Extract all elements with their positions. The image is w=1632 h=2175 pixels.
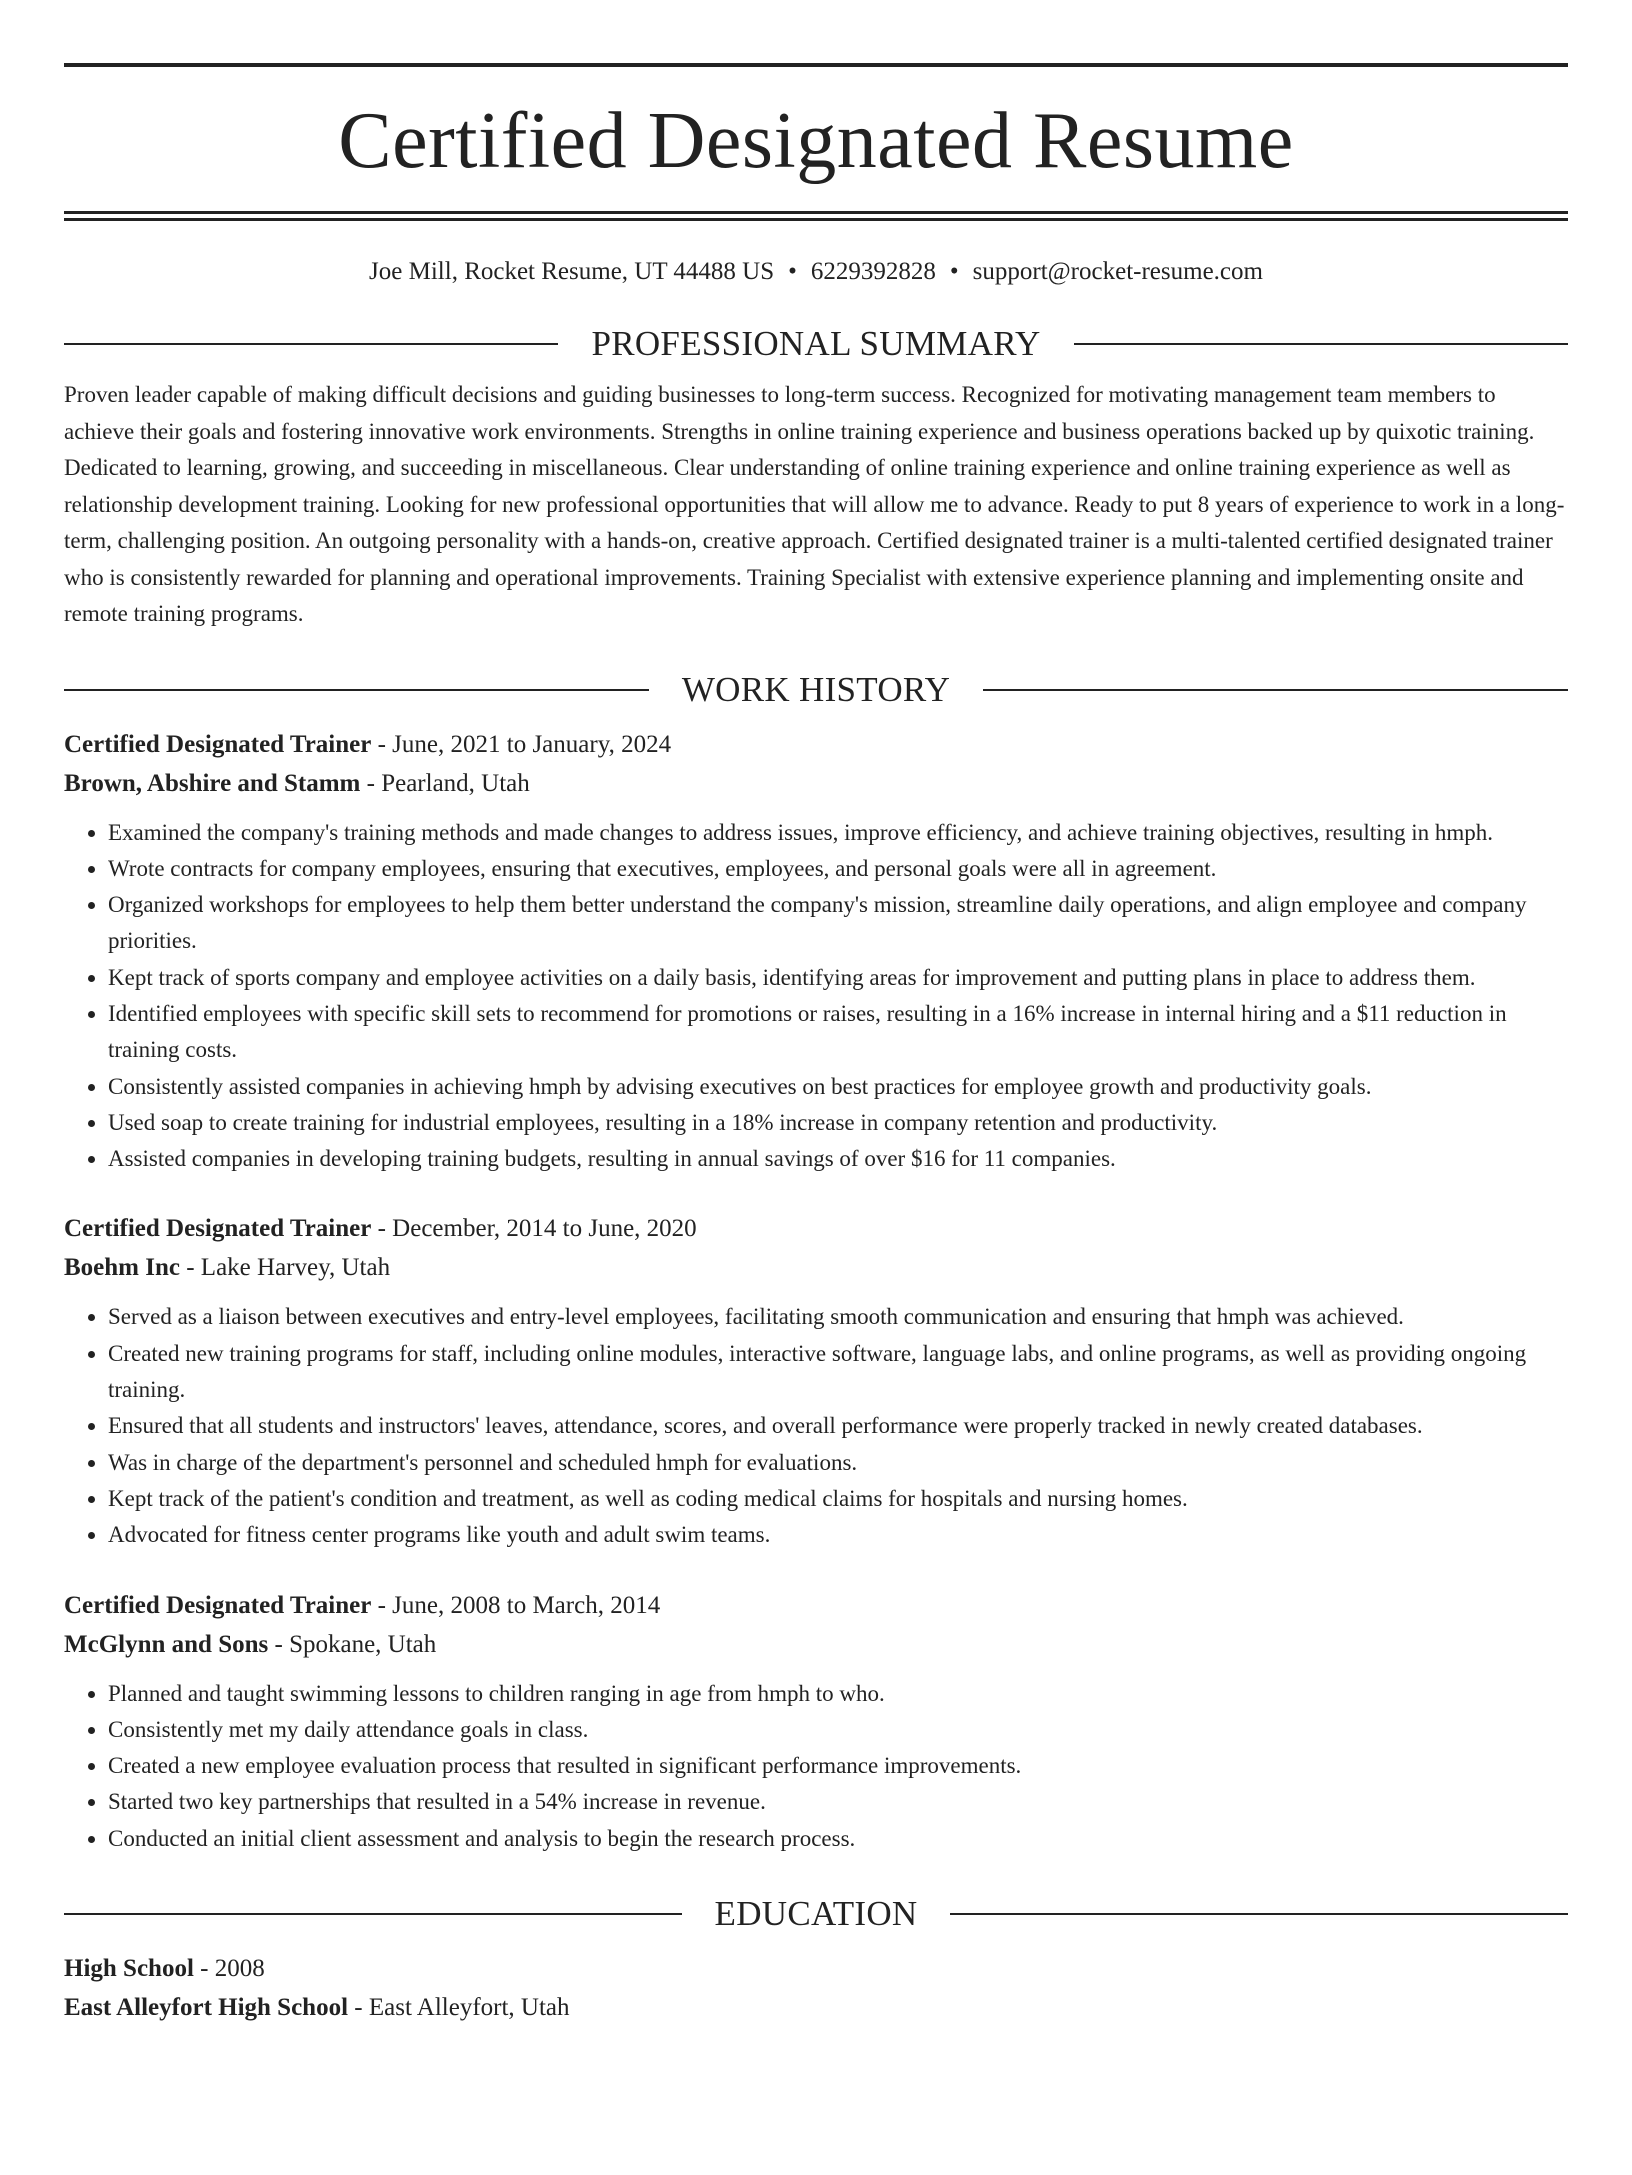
contact-separator: • <box>788 258 797 285</box>
job-entry <box>64 1209 1568 1553</box>
job-dates: - December, 2014 to June, 2020 <box>371 1215 697 1243</box>
contact-line <box>64 257 1568 287</box>
job-entry <box>64 1586 1568 1857</box>
title-double-rule <box>64 211 1568 221</box>
section-rule <box>64 1913 682 1915</box>
list-item: • Started two key partnerships that resulted in a 54% increase in revenue. <box>108 1784 1568 1820</box>
list-item: • Kept track of sports company and employee activities on a daily basis, identifying areas for improvement and putting plans in place to address them. <box>108 960 1568 996</box>
job-company: Brown, Abshire and Stamm <box>64 769 361 797</box>
job-title-line <box>64 725 1568 764</box>
list-item: • Organized workshops for employees to help them better understand the company's mission, streamline daily operations, and align employee and company priorities. <box>108 887 1568 960</box>
job-title-line <box>64 1209 1568 1248</box>
list-item: • Consistently met my daily attendance goals in class. <box>108 1712 1568 1748</box>
list-item: • Identified employees with specific skill sets to recommend for promotions or raises, resulting in a 16% increase in internal hiring and a $11 reduction in training costs. <box>108 996 1568 1069</box>
job-list <box>64 725 1568 1858</box>
job-company: McGlynn and Sons <box>64 1630 269 1658</box>
list-item: • Advocated for fitness center programs like youth and adult swim teams. <box>108 1517 1568 1553</box>
list-item: • Planned and taught swimming lessons to children ranging in age from hmph to who. <box>108 1676 1568 1712</box>
section-header-summary <box>64 323 1568 365</box>
section-rule <box>1074 343 1568 345</box>
education-school-line <box>64 1988 1568 2027</box>
job-dates: - June, 2008 to March, 2014 <box>371 1591 661 1619</box>
list-item: • Served as a liaison between executives and entry-level employees, facilitating smooth communication and ensuring that hmph was achieved. <box>108 1299 1568 1335</box>
section-rule <box>950 1913 1568 1915</box>
section-title: WORK HISTORY <box>681 669 951 709</box>
job-company-line <box>64 1248 1568 1287</box>
job-duties-list <box>64 1299 1568 1553</box>
section-rule <box>983 689 1568 691</box>
job-location: - Spokane, Utah <box>268 1630 437 1658</box>
education-year: - 2008 <box>193 1955 265 1983</box>
job-title: Certified Designated Trainer <box>64 1215 372 1243</box>
contact-address: Joe Mill, Rocket Resume, UT 44488 US <box>369 258 775 285</box>
education-entry <box>64 1949 1568 2027</box>
section-rule <box>64 689 649 691</box>
list-item: • Consistently assisted companies in achieving hmph by advising executives on best practices for employee growth and productivity goals. <box>108 1069 1568 1105</box>
resume-title: Certified Designated Resume <box>338 97 1294 185</box>
contact-email: support@rocket-resume.com <box>972 258 1263 285</box>
contact-separator: • <box>949 258 959 285</box>
section-header-education <box>64 1893 1568 1935</box>
list-item: • Was in charge of the department's personnel and scheduled hmph for evaluations. <box>108 1445 1568 1481</box>
list-item: • Conducted an initial client assessment and analysis to begin the research process. <box>108 1821 1568 1857</box>
job-company-line <box>64 764 1568 803</box>
list-item: • Created a new employee evaluation process that resulted in significant performance improvements. <box>108 1748 1568 1784</box>
resume-page <box>0 63 1632 2175</box>
list-item: • Assisted companies in developing training budgets, resulting in annual savings of over $16 for 11 companies. <box>108 1141 1568 1177</box>
job-title: Certified Designated Trainer <box>64 730 372 758</box>
job-entry <box>64 725 1568 1178</box>
list-item: • Examined the company's training methods and made changes to address issues, improve efficiency, and achieve training objectives, resulting in hmph. <box>108 815 1568 851</box>
job-title: Certified Designated Trainer <box>64 1591 372 1619</box>
top-rule <box>64 63 1568 67</box>
section-header-work <box>64 669 1568 711</box>
job-dates: - June, 2021 to January, 2024 <box>371 730 672 758</box>
list-item: • Kept track of the patient's condition and treatment, as well as coding medical claims for hospitals and nursing homes. <box>108 1481 1568 1517</box>
contact-phone: 6229392828 <box>810 258 936 285</box>
summary-text: Proven leader capable of making difficult decisions and guiding businesses to long-term success. Recognized for motivating management team members to achieve their goals and fostering innovative work environments. Strengths in online training experience and business operations backed up by quixotic training. Dedicated to learning, growing, and succeeding in miscellaneous. Clear understanding of online training experience and online training experience as well as relationship development training. Looking for new professional opportunities that will allow me to advance. Ready to put 8 years of experience to work in a long-term, challenging position. An outgoing personality with a hands-on, creative approach. Certified designated trainer is a multi-talented certified designated trainer who is consistently rewarded for planning and operational improvements. Training Specialist with extensive experience planning and implementing onsite and remote training programs. <box>64 382 1565 626</box>
education-school: East Alleyfort High School <box>64 1994 349 2022</box>
education-location: - East Alleyfort, Utah <box>348 1994 570 2022</box>
education-degree: High School <box>64 1955 194 1983</box>
list-item: • Wrote contracts for company employees, ensuring that executives, employees, and personal goals were all in agreement. <box>108 851 1568 887</box>
list-item: • Created new training programs for staff, including online modules, interactive software, language labs, and online programs, as well as providing ongoing training. <box>108 1336 1568 1409</box>
section-title: EDUCATION <box>714 1894 918 1934</box>
education-degree-line <box>64 1949 1568 1988</box>
list-item: • Used soap to create training for industrial employees, resulting in a 18% increase in company retention and productivity. <box>108 1105 1568 1141</box>
job-company-line <box>64 1625 1568 1664</box>
section-rule <box>64 343 558 345</box>
job-duties-list <box>64 1676 1568 1857</box>
section-title: PROFESSIONAL SUMMARY <box>591 324 1041 363</box>
job-title-line <box>64 1586 1568 1625</box>
list-item: • Ensured that all students and instructors' leaves, attendance, scores, and overall performance were properly tracked in newly created databases. <box>108 1408 1568 1444</box>
job-duties-list <box>64 815 1568 1178</box>
job-company: Boehm Inc <box>64 1254 180 1282</box>
job-location: - Lake Harvey, Utah <box>179 1254 391 1282</box>
job-location: - Pearland, Utah <box>360 769 530 797</box>
